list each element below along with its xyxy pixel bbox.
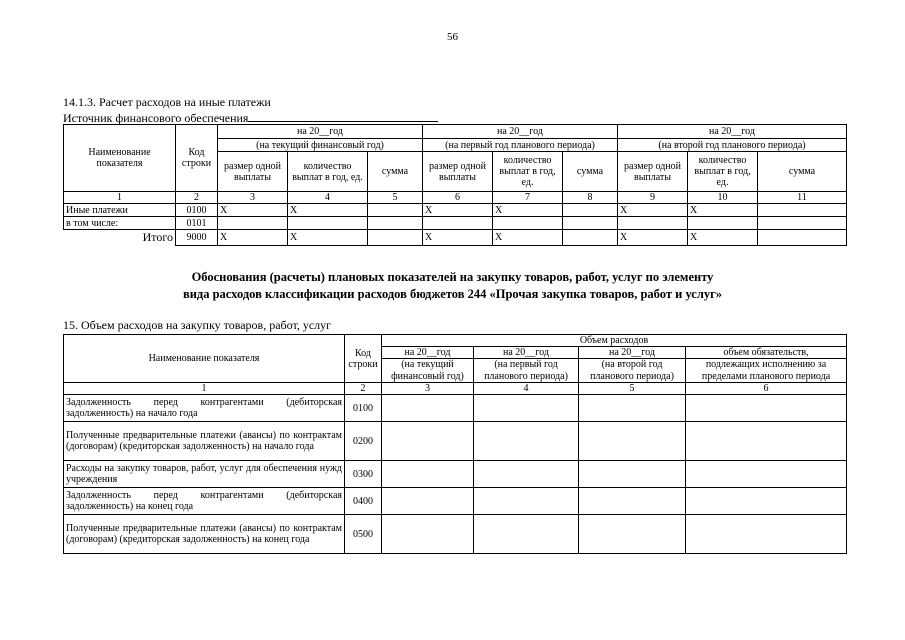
table-cell[interactable] [474, 515, 579, 554]
table-cell[interactable] [423, 217, 493, 230]
table-cell[interactable] [579, 461, 686, 488]
header-expense-volume: Объем расходов [382, 335, 847, 347]
table-row [64, 422, 847, 461]
row-name: Задолженность перед контрагентами (дебиторская задолженность) на конец года [64, 488, 345, 515]
table-cell[interactable] [382, 395, 474, 422]
header-period-current-1: на 20__год [218, 125, 423, 139]
table-cell[interactable] [563, 217, 618, 230]
row-code: 9000 [176, 230, 218, 246]
header-row-code: Код строки [176, 125, 218, 192]
total-label: Итого [64, 230, 176, 246]
row-code: 0300 [345, 461, 382, 488]
header-period-first-1: на 20__год [423, 125, 618, 139]
table-cell[interactable]: X [493, 230, 563, 246]
header-period-current-3: финансовый год) [382, 371, 474, 383]
table-cell[interactable] [218, 217, 288, 230]
header-obligations-1: объем обязательств, [686, 347, 847, 359]
row-name: Полученные предварительные платежи (авансы) по контрактам (договорам) (кредиторская задолженность) на начало года [64, 422, 345, 461]
table-cell[interactable] [688, 217, 758, 230]
column-number: 7 [493, 192, 563, 204]
table-cell[interactable] [368, 230, 423, 246]
table-row [64, 488, 847, 515]
column-number: 1 [64, 383, 345, 395]
header-period-first-1: на 20__год [474, 347, 579, 359]
table-row [64, 461, 847, 488]
header-payment-count: количество выплат в год, ед. [288, 152, 368, 192]
table-cell[interactable] [563, 230, 618, 246]
table-cell[interactable] [579, 395, 686, 422]
row-code: 0100 [345, 395, 382, 422]
table-cell[interactable] [563, 204, 618, 217]
justification-heading-line-2: вида расходов классификации расходов бюджетов 244 «Прочая закупка товаров, работ и услуг» [182, 287, 723, 301]
table-cell[interactable] [382, 488, 474, 515]
header-sum: сумма [368, 152, 423, 192]
row-name: Иные платежи [64, 204, 176, 217]
row-code: 0200 [345, 422, 382, 461]
table-cell[interactable] [382, 422, 474, 461]
header-payment-count: количество выплат в год, ед. [688, 152, 758, 192]
header-period-second-2: (на второй год планового периода) [618, 139, 847, 152]
table-cell[interactable]: X [288, 204, 368, 217]
column-number: 6 [423, 192, 493, 204]
column-number: 3 [218, 192, 288, 204]
row-name: в том числе: [64, 217, 176, 230]
section-14-1-3-title: 14.1.3. Расчет расходов на иные платежи [63, 95, 271, 109]
column-number: 10 [688, 192, 758, 204]
table-cell[interactable] [368, 204, 423, 217]
column-number: 6 [686, 383, 847, 395]
table-row [64, 395, 847, 422]
table-cell[interactable] [474, 395, 579, 422]
header-period-current-2: (на текущий [382, 359, 474, 371]
header-period-first-2: (на первый год [474, 359, 579, 371]
header-payment-size: размер одной выплаты [618, 152, 688, 192]
funding-source-label: Источник финансового обеспечения [63, 111, 249, 125]
header-period-first-3: планового периода) [474, 371, 579, 383]
procurement-volume-table [63, 334, 847, 554]
table-cell[interactable]: X [423, 230, 493, 246]
table-cell[interactable] [579, 488, 686, 515]
header-period-second-3: планового периода) [579, 371, 686, 383]
header-indicator-name: Наименование показателя [64, 125, 176, 192]
table-cell[interactable] [686, 395, 847, 422]
row-code: 0500 [345, 515, 382, 554]
row-code: 0400 [345, 488, 382, 515]
table-cell[interactable] [382, 461, 474, 488]
table-cell[interactable]: X [218, 204, 288, 217]
column-number: 2 [345, 383, 382, 395]
table-cell[interactable]: X [688, 230, 758, 246]
column-number: 9 [618, 192, 688, 204]
row-name: Задолженность перед контрагентами (дебиторская задолженность) на начало года [64, 395, 345, 422]
column-number: 4 [288, 192, 368, 204]
table-cell[interactable]: X [218, 230, 288, 246]
column-number: 8 [563, 192, 618, 204]
header-payment-size: размер одной выплаты [423, 152, 493, 192]
header-period-first-2: (на первый год планового периода) [423, 139, 618, 152]
row-name: Расходы на закупку товаров, работ, услуг для обеспечения нужд учреждения [64, 461, 345, 488]
table-cell[interactable]: X [618, 204, 688, 217]
table-cell[interactable] [474, 461, 579, 488]
header-obligations-2: подлежащих исполнению за [686, 359, 847, 371]
column-number: 1 [64, 192, 176, 204]
table-cell[interactable] [474, 422, 579, 461]
table-cell[interactable]: X [688, 204, 758, 217]
header-period-current-1: на 20__год [382, 347, 474, 359]
header-row-code: Код строки [345, 335, 382, 383]
other-payments-table [63, 124, 847, 246]
header-obligations-3: пределами планового периода [686, 371, 847, 383]
table-row [64, 515, 847, 554]
header-period-second-1: на 20__год [618, 125, 847, 139]
table-cell[interactable]: X [288, 230, 368, 246]
header-period-current-2: (на текущий финансовый год) [218, 139, 423, 152]
column-number: 11 [758, 192, 847, 204]
header-period-second-2: (на второй год [579, 359, 686, 371]
section-15-title: 15. Объем расходов на закупку товаров, работ, услуг [63, 318, 332, 332]
table-cell[interactable] [686, 422, 847, 461]
table-cell[interactable] [686, 461, 847, 488]
page-number: 56 [447, 31, 458, 43]
header-sum: сумма [563, 152, 618, 192]
table-row [64, 204, 847, 217]
table-cell[interactable]: X [423, 204, 493, 217]
table-cell[interactable] [686, 488, 847, 515]
column-numbers-row [64, 383, 847, 395]
table-cell[interactable] [758, 230, 847, 246]
row-code: 0101 [176, 217, 218, 230]
table-cell[interactable] [579, 422, 686, 461]
header-payment-count: количество выплат в год, ед. [493, 152, 563, 192]
header-indicator-name: Наименование показателя [64, 335, 345, 383]
table-cell[interactable] [579, 515, 686, 554]
column-number: 5 [368, 192, 423, 204]
header-payment-size: размер одной выплаты [218, 152, 288, 192]
table-cell[interactable] [474, 488, 579, 515]
column-number: 3 [382, 383, 474, 395]
row-name: Полученные предварительные платежи (авансы) по контрактам (договорам) (кредиторская задолженность) на конец года [64, 515, 345, 554]
column-number: 4 [474, 383, 579, 395]
table-cell[interactable] [368, 217, 423, 230]
header-sum: сумма [758, 152, 847, 192]
column-numbers-row [64, 192, 847, 204]
table-cell[interactable] [493, 217, 563, 230]
table-cell[interactable] [758, 204, 847, 217]
table-cell[interactable]: X [618, 230, 688, 246]
total-row [64, 230, 847, 246]
justification-heading-line-1: Обоснования (расчеты) плановых показателей на закупку товаров, работ, услуг по элементу [191, 270, 714, 284]
table-cell[interactable] [382, 515, 474, 554]
table-cell[interactable] [618, 217, 688, 230]
header-period-second-1: на 20__год [579, 347, 686, 359]
column-number: 2 [176, 192, 218, 204]
table-cell[interactable]: X [493, 204, 563, 217]
table-cell[interactable] [686, 515, 847, 554]
funding-source-blank[interactable] [248, 110, 438, 122]
table-cell[interactable] [758, 217, 847, 230]
column-number: 5 [579, 383, 686, 395]
table-cell[interactable] [288, 217, 368, 230]
row-code: 0100 [176, 204, 218, 217]
table-row [64, 217, 847, 230]
